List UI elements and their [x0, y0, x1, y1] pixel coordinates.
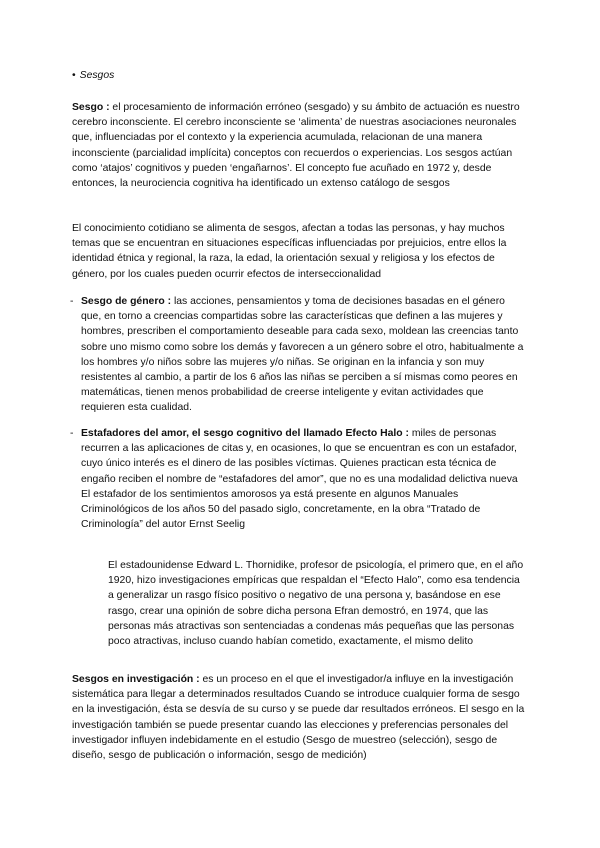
section-heading-text: Sesgos — [79, 70, 115, 81]
paragraph-thornidike-text: El estadounidense Edward L. Thornidike, profesor de psicología, el primero que, en el año 1920, hizo investigaciones empíricas que respaldan el “Efecto Halo”, como esa tendencia a generalizar un rasgo físico positivo o negativo de una persona y, basándose en ese rasgo, crear una opinión de sobre dicha persona Efran demostró, en 1974, que las personas más atractivas son sentenciadas a condenas más pequeñas que las personas poco atractivas, incluso cuando habían cometido, exactamente, el mismo delito — [108, 560, 524, 648]
paragraph-conocimiento-text: El conocimiento cotidiano se alimenta de sesgos, afectan a todas las personas, y hay muchos temas que se encuentran en situaciones específicas influenciadas por prejuicios, entre ellos la identidad étnica y regional, la raza, la edad, la orientación sexual y religiosa y los efectos de género, por los cuales pueden ocurrir efectos de interseccionalidad — [72, 223, 507, 280]
list-item-sesgo-genero-text: las acciones, pensamientos y toma de decisiones basadas en el género que, en torno a creencias compartidas sobre las características que definen a las mujeres y hombres, prescriben el comportamiento deseable para cada sexo, moldean las creencias tanto sobre uno mismo como sobre los demás y favorecen a un género sobre el otro, habitualmente a los hombres y/o niños sobre las mujeres y/o niñas. Se originan en la infancia y son muy resistentes al cambio, a partir de los 6 años las niñas se perciben a sí mismas como peores en matemáticas, tienen menos probabilidad de creerse inteligente y evitan actividades que requieren esta cualidad. — [81, 296, 524, 414]
paragraph-conocimiento — [72, 221, 528, 282]
paragraph-investigacion-text: es un proceso en el que el investigador/a influye en la investigación sistemática para llegar a determinados resultados Cuando se introduce cualquier forma de sesgo en la investigación, ésta se desvía de su curso y se puede dar resultados erróneos. El sesgo en la investigación también se puede presentar cuando las elecciones y preferencias personales del investigador influyen indebidamente en el estudio (Sesgo de muestreo (selección), sesgo de diseño, sesgo de publicación o información, sesgo de medición) — [72, 674, 525, 762]
paragraph-thornidike — [108, 558, 528, 649]
list-item-estafadores-text: miles de personas recurren a las aplicaciones de citas y, en ocasiones, lo que se encuentran es con un estafador, cuyo único interés es el dinero de las posibles víctimas. Quienes practican esta técnica de engaño reciben el nombre de “estafadores del amor”, que no es una modalidad delictiva nueva El estafador de los sentimientos amorosos ya está presente en algunos Manuales Criminológicos de los años 50 del pasado siglo, concretamente, en la obra “Tratado de Criminología” del autor Ernst Seelig — [81, 428, 518, 531]
term-sesgo-genero: Sesgo de género : — [81, 296, 172, 307]
paragraph-investigacion — [72, 672, 528, 763]
term-investigacion: Sesgos en investigación : — [72, 674, 200, 685]
paragraph-sesgo — [72, 100, 528, 191]
list-item-estafadores — [70, 426, 528, 532]
paragraph-sesgo-text: el procesamiento de información erróneo (sesgado) y su ámbito de actuación es nuestro cerebro inconsciente. El cerebro inconsciente se ‘alimenta’ de nuestras asociaciones neuronales que, influenciadas por el contexto y la experiencia acumulada, relacionan de una manera inconsciente (parcialidad implícita) conceptos con recuerdos o experiencias. Los sesgos actúan como ‘atajos’ cognitivos y pueden ‘engañarnos’. El concepto fue acuñado en 1972 y, desde entonces, la neurociencia cognitiva ha identificado un extenso catálogo de sesgos — [72, 102, 520, 190]
list-item-sesgo-genero — [70, 294, 528, 416]
term-estafadores: Estafadores del amor, el sesgo cognitivo del llamado Efecto Halo : — [81, 428, 409, 439]
dash-icon: - — [70, 296, 74, 307]
section-heading — [72, 68, 114, 83]
bullet-icon: • — [72, 70, 76, 81]
term-sesgo: Sesgo : — [72, 102, 110, 113]
dash-icon: - — [70, 428, 74, 439]
